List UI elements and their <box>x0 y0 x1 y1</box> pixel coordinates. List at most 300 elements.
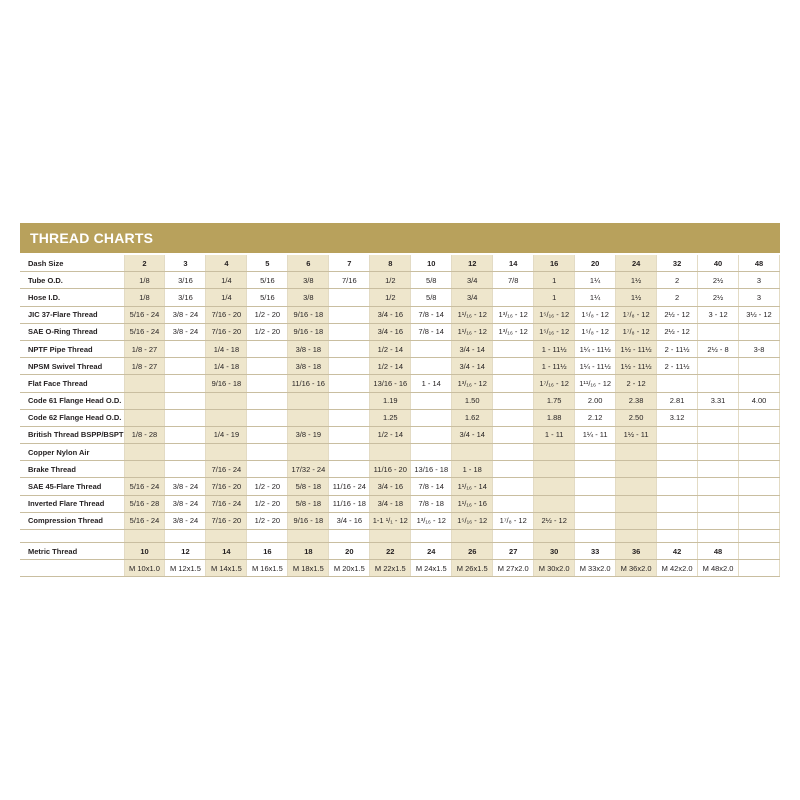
table-cell: 2.50 <box>616 409 657 426</box>
table-cell: 1/2 - 14 <box>370 426 411 443</box>
table-cell: 11/16 - 24 <box>329 478 370 495</box>
table-cell: 8 <box>370 255 411 272</box>
row-label: Flat Face Thread <box>20 375 124 392</box>
table-cell: 3/8 - 24 <box>165 306 206 323</box>
metric-value-row <box>20 560 780 577</box>
table-cell: 3 <box>165 255 206 272</box>
table-cell <box>739 358 780 375</box>
table-cell: 3/4 - 16 <box>370 478 411 495</box>
table-cell: 10 <box>411 255 452 272</box>
table-cell <box>739 543 780 560</box>
table-cell: 3.31 <box>698 392 739 409</box>
row-label: Compression Thread <box>20 512 124 529</box>
table-cell <box>493 375 534 392</box>
row-label: Tube O.D. <box>20 272 124 289</box>
table-cell <box>575 444 616 461</box>
table-cell <box>165 358 206 375</box>
table-cell: M 14x1.5 <box>206 560 247 577</box>
table-cell <box>698 530 739 543</box>
table-cell <box>411 426 452 443</box>
table-cell: 22 <box>370 543 411 560</box>
table-cell <box>329 340 370 357</box>
table-cell: 1½ <box>616 289 657 306</box>
table-cell: 1/2 - 14 <box>370 358 411 375</box>
table-cell <box>575 495 616 512</box>
table-cell <box>206 530 247 543</box>
row-label: Copper Nylon Air <box>20 444 124 461</box>
table-row <box>20 358 780 375</box>
table-cell: 24 <box>411 543 452 560</box>
table-cell: 3/4 <box>452 272 493 289</box>
table-cell <box>698 478 739 495</box>
table-cell: 1 - 11 <box>534 426 575 443</box>
table-cell: M 42x2.0 <box>657 560 698 577</box>
table-cell <box>329 323 370 340</box>
table-cell <box>698 444 739 461</box>
table-cell: 40 <box>698 255 739 272</box>
table-cell: 7/16 <box>329 272 370 289</box>
table-cell <box>616 495 657 512</box>
table-cell: 1.19 <box>370 392 411 409</box>
table-cell <box>165 375 206 392</box>
table-cell: 1/8 <box>124 289 165 306</box>
table-cell <box>575 461 616 478</box>
table-cell: 2 <box>124 255 165 272</box>
table-cell: 26 <box>452 543 493 560</box>
table-cell <box>247 426 288 443</box>
table-cell <box>657 478 698 495</box>
table-cell <box>698 375 739 392</box>
table-cell <box>493 530 534 543</box>
table-cell: 6 <box>288 255 329 272</box>
table-row <box>20 426 780 443</box>
table-cell: 3/8 - 24 <box>165 495 206 512</box>
table-row <box>20 495 780 512</box>
table-cell: 3 - 12 <box>698 306 739 323</box>
table-cell: 12 <box>452 255 493 272</box>
table-cell: 1¹/₁₆ - 12 <box>452 306 493 323</box>
table-cell <box>165 461 206 478</box>
table-cell <box>124 444 165 461</box>
table-cell <box>493 340 534 357</box>
table-cell: 1³/₁₆ - 12 <box>411 512 452 529</box>
table-cell: 7/16 - 20 <box>206 478 247 495</box>
table-cell: 3/4 - 14 <box>452 426 493 443</box>
table-cell <box>493 358 534 375</box>
table-cell: 1¹¹/₁₆ - 12 <box>575 375 616 392</box>
table-cell: 11/16 - 20 <box>370 461 411 478</box>
table-cell <box>698 512 739 529</box>
table-cell <box>534 530 575 543</box>
table-cell: 2.00 <box>575 392 616 409</box>
table-cell: 3/4 - 18 <box>370 495 411 512</box>
table-cell <box>329 530 370 543</box>
table-cell: 24 <box>616 255 657 272</box>
table-cell: 30 <box>534 543 575 560</box>
table-cell: 2 <box>657 289 698 306</box>
table-cell <box>452 530 493 543</box>
table-cell <box>411 340 452 357</box>
table-cell: 1¼ - 11 <box>575 426 616 443</box>
table-cell: 3/8 <box>288 289 329 306</box>
table-cell <box>411 409 452 426</box>
table-cell: 42 <box>657 543 698 560</box>
row-label: NPSM Swivel Thread <box>20 358 124 375</box>
table-cell: 7/8 <box>493 272 534 289</box>
table-cell: 1³/₁₆ - 12 <box>452 375 493 392</box>
table-cell <box>698 323 739 340</box>
table-cell: 1/8 - 27 <box>124 358 165 375</box>
table-cell <box>739 530 780 543</box>
table-cell <box>616 478 657 495</box>
table-cell <box>124 409 165 426</box>
table-cell <box>247 375 288 392</box>
table-cell: M 18x1.5 <box>288 560 329 577</box>
table-cell <box>411 392 452 409</box>
table-cell: 1 - 11½ <box>534 340 575 357</box>
table-cell <box>288 409 329 426</box>
row-label: Code 62 Flange Head O.D. <box>20 409 124 426</box>
table-cell: 11/16 - 16 <box>288 375 329 392</box>
table-cell: 3/8 - 18 <box>288 340 329 357</box>
table-cell <box>493 495 534 512</box>
table-cell: 36 <box>616 543 657 560</box>
table-cell: 1⁷/₈ - 12 <box>493 512 534 529</box>
table-cell <box>534 495 575 512</box>
table-cell: 1.88 <box>534 409 575 426</box>
table-cell: 9/16 - 18 <box>206 375 247 392</box>
table-cell <box>616 461 657 478</box>
table-cell <box>698 495 739 512</box>
table-cell: 7/16 - 20 <box>206 323 247 340</box>
table-row <box>20 340 780 357</box>
table-cell: 1 - 11½ <box>534 358 575 375</box>
table-cell <box>698 409 739 426</box>
table-cell: 3/4 - 16 <box>370 323 411 340</box>
table-cell: 9/16 - 18 <box>288 512 329 529</box>
table-cell <box>493 478 534 495</box>
table-cell: 5/16 - 24 <box>124 478 165 495</box>
table-cell: 1⁷/₈ - 12 <box>616 323 657 340</box>
table-cell <box>657 495 698 512</box>
table-cell: 5/16 <box>247 289 288 306</box>
table-cell <box>575 530 616 543</box>
table-row <box>20 409 780 426</box>
table-cell: 48 <box>739 255 780 272</box>
table-cell <box>206 392 247 409</box>
table-cell: 1¼ <box>575 272 616 289</box>
table-cell <box>452 444 493 461</box>
table-cell: 3/8 - 24 <box>165 512 206 529</box>
table-cell: 7 <box>329 255 370 272</box>
table-cell <box>124 375 165 392</box>
table-cell: 1/4 - 19 <box>206 426 247 443</box>
table-cell <box>657 512 698 529</box>
table-cell <box>247 409 288 426</box>
table-cell <box>329 306 370 323</box>
table-cell: 1¼ - 11½ <box>575 340 616 357</box>
table-cell: 10 <box>124 543 165 560</box>
table-cell: 1.25 <box>370 409 411 426</box>
table-cell: 1/2 <box>370 289 411 306</box>
table-cell <box>657 530 698 543</box>
table-row <box>20 375 780 392</box>
table-cell <box>657 461 698 478</box>
table-cell: 5/8 - 18 <box>288 495 329 512</box>
table-cell: 1 <box>534 272 575 289</box>
row-label: SAE O-Ring Thread <box>20 323 124 340</box>
table-cell <box>124 461 165 478</box>
table-cell: 18 <box>288 543 329 560</box>
table-cell: 1¼ <box>575 289 616 306</box>
row-label: Code 61 Flange Head O.D. <box>20 392 124 409</box>
table-cell: 1.75 <box>534 392 575 409</box>
table-cell <box>739 512 780 529</box>
table-cell: M 24x1.5 <box>411 560 452 577</box>
table-cell <box>329 444 370 461</box>
table-cell <box>657 375 698 392</box>
table-cell <box>370 530 411 543</box>
table-cell: 5/8 - 18 <box>288 478 329 495</box>
table-cell: M 30x2.0 <box>534 560 575 577</box>
table-cell: 1½ <box>616 272 657 289</box>
table-cell: 1⁷/₈ - 12 <box>616 306 657 323</box>
row-label <box>20 560 124 577</box>
table-cell <box>534 461 575 478</box>
table-cell: 1½ - 11½ <box>616 340 657 357</box>
table-cell: 3-8 <box>739 340 780 357</box>
table-cell: 7/16 - 20 <box>206 512 247 529</box>
table-cell: 1⁷/₁₆ - 12 <box>534 375 575 392</box>
table-cell: 1/2 - 20 <box>247 478 288 495</box>
table-cell <box>739 478 780 495</box>
table-cell: 48 <box>698 543 739 560</box>
table-cell: 3 <box>739 289 780 306</box>
table-cell: 1³/₁₆ - 12 <box>493 323 534 340</box>
table-cell: 2 - 11½ <box>657 358 698 375</box>
table-cell: 3/8 - 24 <box>165 478 206 495</box>
table-row <box>20 392 780 409</box>
table-cell <box>493 461 534 478</box>
table-cell: 1/2 - 20 <box>247 323 288 340</box>
table-cell <box>739 323 780 340</box>
row-label: Hose I.D. <box>20 289 124 306</box>
table-cell <box>124 392 165 409</box>
table-cell: 1¼ - 11½ <box>575 358 616 375</box>
table-cell: 2½ - 12 <box>657 306 698 323</box>
table-cell <box>534 444 575 461</box>
table-cell: M 20x1.5 <box>329 560 370 577</box>
table-cell: 1⁵/₁₆ - 12 <box>534 306 575 323</box>
table-cell: 3/8 - 24 <box>165 323 206 340</box>
table-cell: 5/8 <box>411 289 452 306</box>
table-cell: 20 <box>329 543 370 560</box>
table-cell: 16 <box>247 543 288 560</box>
table-cell: 2.81 <box>657 392 698 409</box>
table-cell <box>493 289 534 306</box>
thread-chart <box>20 223 780 577</box>
table-cell: M 33x2.0 <box>575 560 616 577</box>
table-cell: 3½ - 12 <box>739 306 780 323</box>
table-cell: 2.12 <box>575 409 616 426</box>
table-cell: 5/16 - 24 <box>124 306 165 323</box>
table-cell <box>247 444 288 461</box>
row-label: Brake Thread <box>20 461 124 478</box>
table-cell <box>247 358 288 375</box>
table-cell <box>247 392 288 409</box>
table-cell: 13/16 - 18 <box>411 461 452 478</box>
table-cell: 7/8 - 14 <box>411 478 452 495</box>
table-cell <box>288 444 329 461</box>
table-cell: M 26x1.5 <box>452 560 493 577</box>
table-cell: 3/4 - 16 <box>370 306 411 323</box>
table-cell: 1/4 - 18 <box>206 340 247 357</box>
table-cell <box>247 461 288 478</box>
table-cell: 3/8 <box>288 272 329 289</box>
table-cell: 11/16 - 18 <box>329 495 370 512</box>
table-row <box>20 306 780 323</box>
table-cell <box>165 426 206 443</box>
table-cell: 3/4 <box>452 289 493 306</box>
table-cell: M 22x1.5 <box>370 560 411 577</box>
table-cell: 3.12 <box>657 409 698 426</box>
table-cell <box>739 495 780 512</box>
table-cell: 7/8 - 14 <box>411 323 452 340</box>
table-cell: 13/16 - 16 <box>370 375 411 392</box>
table-cell: M 16x1.5 <box>247 560 288 577</box>
table-cell: 20 <box>575 255 616 272</box>
table-cell: 2 - 12 <box>616 375 657 392</box>
table-row <box>20 461 780 478</box>
table-cell: 7/8 - 14 <box>411 306 452 323</box>
table-cell: 12 <box>165 543 206 560</box>
row-label: British Thread BSPP/BSPT <box>20 426 124 443</box>
table-cell <box>739 375 780 392</box>
table-cell: 5/16 <box>247 272 288 289</box>
table-cell: 2 <box>657 272 698 289</box>
table-cell: 7/16 - 24 <box>206 495 247 512</box>
table-cell <box>616 444 657 461</box>
table-cell: 1/2 - 20 <box>247 512 288 529</box>
table-cell: 1/8 - 28 <box>124 426 165 443</box>
table-cell: 5 <box>247 255 288 272</box>
table-cell: 27 <box>493 543 534 560</box>
table-cell: 7/16 - 24 <box>206 461 247 478</box>
table-cell <box>411 358 452 375</box>
table-cell <box>493 426 534 443</box>
table-cell <box>288 530 329 543</box>
table-cell: 3/16 <box>165 289 206 306</box>
table-cell: 1³/₁₆ - 12 <box>493 306 534 323</box>
metric-size-row <box>20 543 780 560</box>
table-cell: 14 <box>206 543 247 560</box>
row-label: NPTF Pipe Thread <box>20 340 124 357</box>
table-cell: 7/8 - 18 <box>411 495 452 512</box>
table-cell: 1/8 <box>124 272 165 289</box>
table-cell: 32 <box>657 255 698 272</box>
table-row <box>20 478 780 495</box>
table-cell <box>288 392 329 409</box>
table-cell: 1/4 <box>206 289 247 306</box>
table-cell <box>739 409 780 426</box>
table-row <box>20 323 780 340</box>
table-cell: 1¹/₁₆ - 16 <box>452 495 493 512</box>
table-cell: 1.62 <box>452 409 493 426</box>
table-cell <box>370 444 411 461</box>
table-cell: 17/32 - 24 <box>288 461 329 478</box>
table-cell <box>657 426 698 443</box>
table-cell: 1/4 - 18 <box>206 358 247 375</box>
table-cell: 33 <box>575 543 616 560</box>
table-cell <box>411 530 452 543</box>
table-cell <box>165 444 206 461</box>
table-cell: 9/16 - 18 <box>288 323 329 340</box>
row-label: SAE 45-Flare Thread <box>20 478 124 495</box>
table-cell: 1½ - 11 <box>616 426 657 443</box>
table-cell <box>206 444 247 461</box>
table-cell <box>739 461 780 478</box>
table-cell: 1⁵/₈ - 12 <box>575 306 616 323</box>
table-cell: 1¹/₁₆ - 14 <box>452 478 493 495</box>
row-label: JIC 37-Flare Thread <box>20 306 124 323</box>
table-cell: 1/2 <box>370 272 411 289</box>
table-cell <box>247 340 288 357</box>
table-cell <box>698 461 739 478</box>
table-cell <box>329 358 370 375</box>
table-cell <box>247 530 288 543</box>
table-cell <box>575 478 616 495</box>
table-cell: 1½ - 11½ <box>616 358 657 375</box>
table-cell <box>575 512 616 529</box>
table-row <box>20 289 780 306</box>
table-cell: 1/2 - 20 <box>247 495 288 512</box>
table-cell <box>616 512 657 529</box>
table-cell <box>329 375 370 392</box>
table-cell: 2½ <box>698 272 739 289</box>
table-cell: 2.38 <box>616 392 657 409</box>
table-cell: 1 - 14 <box>411 375 452 392</box>
table-row <box>20 272 780 289</box>
table-cell <box>698 358 739 375</box>
table-cell: 3/4 - 14 <box>452 340 493 357</box>
table-cell: 16 <box>534 255 575 272</box>
table-cell: M 48x2.0 <box>698 560 739 577</box>
table-cell: 5/16 - 24 <box>124 512 165 529</box>
table-cell: 2½ - 12 <box>534 512 575 529</box>
row-label <box>20 530 124 543</box>
chart-title: THREAD CHARTS <box>20 223 780 255</box>
table-cell: 3 <box>739 272 780 289</box>
table-cell: 2½ - 12 <box>657 323 698 340</box>
table-cell <box>329 426 370 443</box>
table-cell <box>493 392 534 409</box>
table-cell: 4 <box>206 255 247 272</box>
table-cell: 5/16 - 24 <box>124 323 165 340</box>
table-cell <box>165 340 206 357</box>
table-cell: 1/8 - 27 <box>124 340 165 357</box>
table-cell: 1 <box>534 289 575 306</box>
table-cell <box>329 392 370 409</box>
row-label: Dash Size <box>20 255 124 272</box>
table-cell <box>739 444 780 461</box>
table-cell: 7/16 - 20 <box>206 306 247 323</box>
table-cell <box>165 392 206 409</box>
table-cell <box>329 289 370 306</box>
table-cell <box>329 409 370 426</box>
table-cell: M 27x2.0 <box>493 560 534 577</box>
table-cell <box>206 409 247 426</box>
row-label: Inverted Flare Thread <box>20 495 124 512</box>
